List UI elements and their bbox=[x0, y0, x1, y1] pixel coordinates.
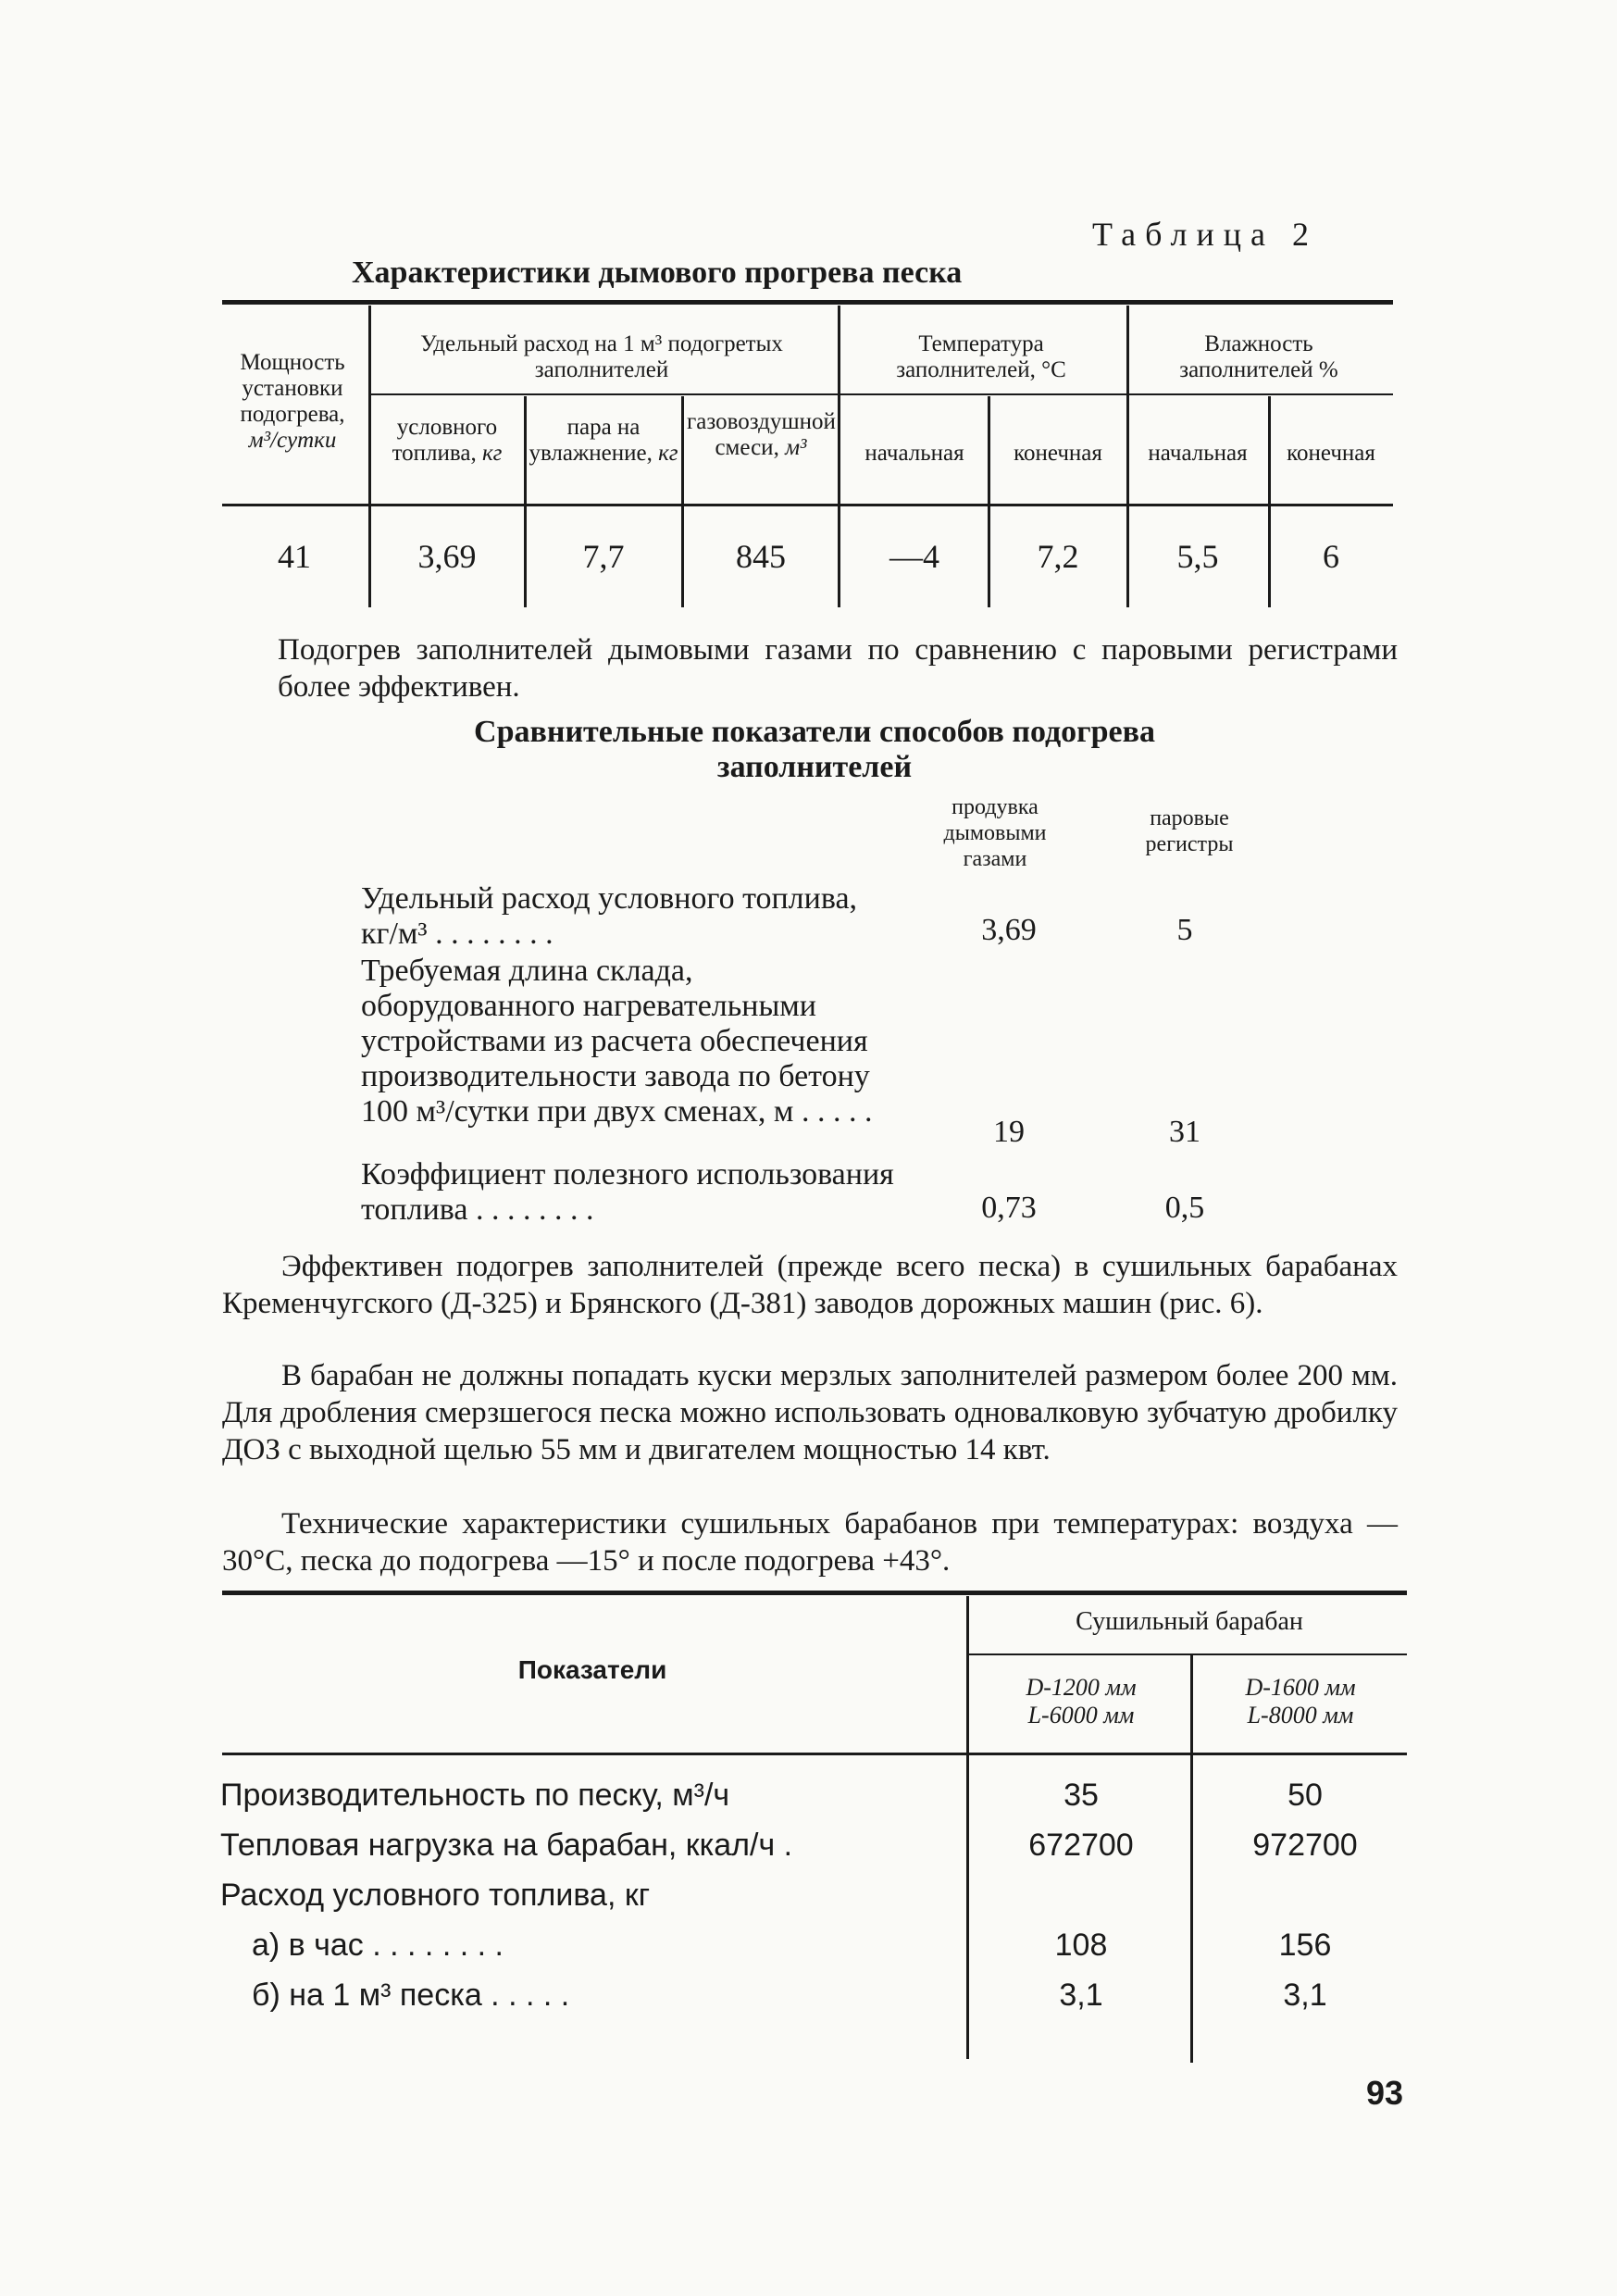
table-cell: 3,1 bbox=[1059, 1978, 1103, 2013]
sub-header-temp-end: конечная bbox=[1014, 441, 1102, 466]
paragraph: Подогрев заполнителей дымовыми газами по сравнению с паровыми регистрами более эффективен. bbox=[278, 633, 1398, 704]
table-top-rule bbox=[222, 300, 1393, 305]
table-subheader-rule bbox=[968, 1653, 1407, 1655]
table-cell: 6 bbox=[1323, 538, 1339, 575]
table-header-rule bbox=[222, 1753, 1407, 1755]
table-cell: 5,5 bbox=[1176, 538, 1219, 575]
table-cell: 972700 bbox=[1252, 1828, 1358, 1863]
table-cell: 3,1 bbox=[1283, 1978, 1327, 2013]
sub-header-steam: пара на увлажнение, кг bbox=[529, 415, 678, 466]
comparison-value: 0,73 bbox=[981, 1191, 1037, 1225]
group-header-temperature: Температура заполнителей, °С bbox=[896, 331, 1066, 382]
table-row-label: Тепловая нагрузка на барабан, ккал/ч . bbox=[220, 1828, 793, 1863]
table-cell: 108 bbox=[1054, 1928, 1108, 1963]
comparison-col-steam: паровые регистры bbox=[1145, 806, 1234, 856]
paragraph: Эффективен подогрев заполнителей (прежде всего песка) в сушильных барабанах Кременчугского (Д-325) и Брянского (Д-381) заводов дорожных машин (рис. 6). bbox=[222, 1250, 1398, 1320]
sub-header-drum-1: D-1200 мм L-6000 мм bbox=[1026, 1674, 1137, 1728]
table-header-rule bbox=[222, 504, 1393, 506]
comparison-value: 19 bbox=[993, 1115, 1025, 1149]
table-cell: 35 bbox=[1063, 1778, 1099, 1813]
table-subheader-rule bbox=[370, 393, 1393, 395]
table-cell: 50 bbox=[1287, 1778, 1323, 1813]
table-row-label: б) на 1 м³ песка . . . . . bbox=[252, 1978, 570, 2013]
table-cell: 156 bbox=[1278, 1928, 1332, 1963]
table-divider bbox=[966, 1596, 969, 2059]
comparison-value: 3,69 bbox=[981, 913, 1037, 947]
comparison-value: 31 bbox=[1169, 1115, 1200, 1149]
table-title: Характеристики дымового прогрева песка bbox=[352, 256, 963, 290]
table-divider bbox=[368, 306, 371, 607]
sub-header-gas: газовоздушной смеси, м³ bbox=[687, 409, 836, 460]
table-cell: 845 bbox=[736, 538, 786, 575]
group-header-humidity: Влажность заполнителей % bbox=[1179, 331, 1338, 382]
table-row-label: Производительность по песку, м³/ч bbox=[220, 1778, 730, 1813]
table-cell: 3,69 bbox=[417, 538, 477, 575]
table-cell: 7,2 bbox=[1037, 538, 1079, 575]
sub-header-hum-end: конечная bbox=[1287, 441, 1375, 466]
table-cell: 672700 bbox=[1028, 1828, 1134, 1863]
sub-header-drum-2: D-1600 мм L-8000 мм bbox=[1245, 1674, 1356, 1728]
group-header-consumption: Удельный расход на 1 м³ подогретых заполнителей bbox=[420, 331, 783, 382]
sub-header-fuel: условного топлива, кг bbox=[392, 415, 503, 466]
table-cell: —4 bbox=[889, 538, 939, 575]
table-row-label: а) в час . . . . . . . . bbox=[252, 1928, 504, 1963]
table-cell: 7,7 bbox=[582, 538, 625, 575]
sub-header-hum-start: начальная bbox=[1148, 441, 1248, 466]
col-header-indicators: Показатели bbox=[517, 1655, 667, 1684]
table-label: Таблица 2 bbox=[1092, 216, 1318, 253]
comparison-row-label: Требуемая длина склада, оборудованного нагревательными устройствами из расчета обеспечения производительности завода по бетону 100 м³/сутки при двух сменах, м . . . . . bbox=[361, 954, 873, 1129]
table-divider bbox=[524, 396, 527, 607]
table-divider bbox=[838, 306, 840, 607]
comparison-value: 5 bbox=[1176, 913, 1193, 947]
comparison-col-smoke: продувка дымовыми газами bbox=[943, 795, 1047, 871]
group-header-drum: Сушильный барабан bbox=[1076, 1607, 1303, 1636]
comparison-value: 0,5 bbox=[1164, 1191, 1205, 1225]
sub-header-temp-start: начальная bbox=[864, 441, 964, 466]
comparison-row-label: Удельный расход условного топлива, кг/м³ . . . . . . . . bbox=[361, 881, 858, 951]
comparison-row-label: Коэффициент полезного использования топлива . . . . . . . . bbox=[361, 1157, 894, 1227]
comparison-title: Сравнительные показатели способов подогрева заполнителей bbox=[474, 715, 1155, 784]
col-header-power: Мощность установки подогрева, м³/сутки bbox=[240, 350, 345, 453]
table-divider bbox=[681, 396, 684, 607]
table-top-rule bbox=[222, 1591, 1407, 1595]
table-cell: 41 bbox=[278, 538, 311, 575]
table-row-label: Расход условного топлива, кг bbox=[220, 1878, 651, 1913]
page-number: 93 bbox=[1366, 2074, 1404, 2112]
paragraph: В барабан не должны попадать куски мерзлых заполнителей размером более 200 мм. Для дробления смерзшегося песка можно использовать одновалковую зубчатую дробилку ДОЗ с выходной щелью 55 мм и двигателем мощностью 14 квт. bbox=[222, 1359, 1398, 1466]
paragraph: Технические характеристики сушильных барабанов при температурах: воздуха —30°С, песка до подогрева —15° и после подогрева +43°. bbox=[222, 1507, 1398, 1578]
